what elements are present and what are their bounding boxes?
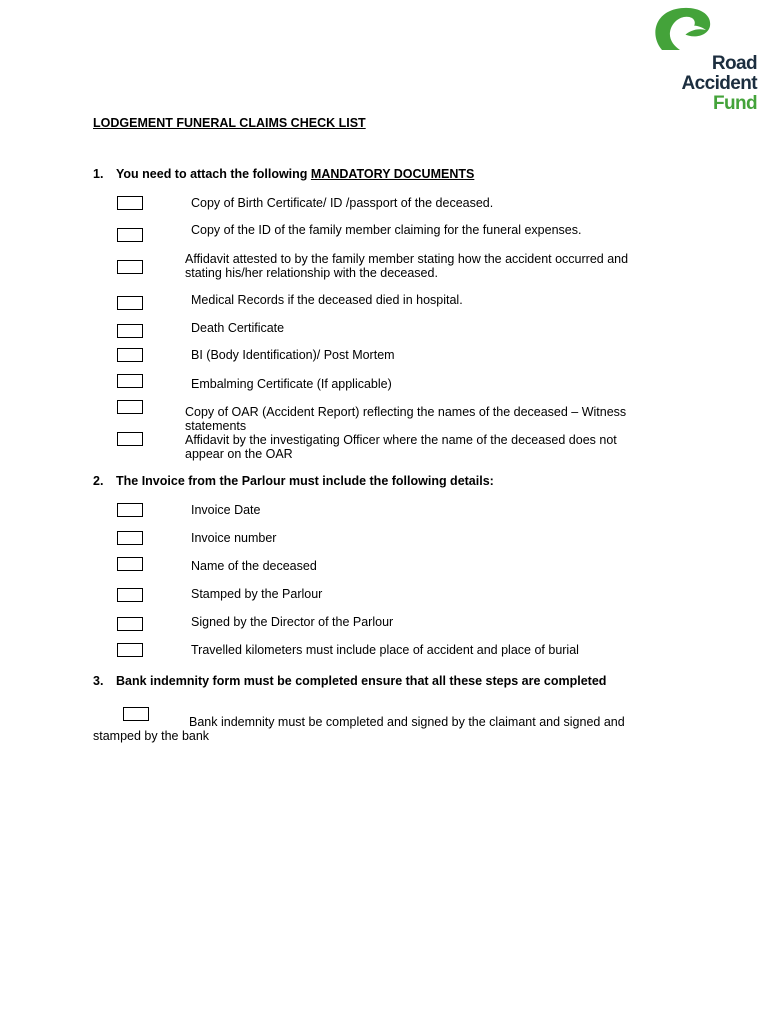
section-number: 2. — [93, 474, 104, 488]
section-number: 3. — [93, 674, 104, 688]
checkbox-name-of-deceased[interactable] — [117, 557, 143, 571]
logo-text-fund: Fund — [712, 93, 757, 114]
road-accident-fund-logo — [650, 6, 760, 114]
logo-swoosh-icon — [650, 6, 760, 56]
checkbox-travelled-kilometers[interactable] — [117, 643, 143, 657]
checkbox-family-member-id[interactable] — [117, 228, 143, 242]
checkbox-oar-copy[interactable] — [117, 400, 143, 414]
checkbox-invoice-date[interactable] — [117, 503, 143, 517]
checkbox-invoice-number[interactable] — [117, 531, 143, 545]
logo-text-accident: Accident — [681, 73, 757, 94]
section-text: Bank indemnity form must be completed ensure that all these steps are completed — [116, 674, 607, 688]
checklist-item: Embalming Certificate (If applicable) — [191, 377, 392, 391]
checklist-item: Copy of the ID of the family member claiming for the funeral expenses. — [191, 223, 582, 237]
section-3-heading — [93, 674, 606, 688]
section-number: 1. — [93, 167, 104, 181]
checklist-item: Signed by the Director of the Parlour — [191, 615, 394, 629]
checkbox-embalming-certificate[interactable] — [117, 374, 143, 388]
checkbox-death-certificate[interactable] — [117, 324, 143, 338]
section-1-heading — [93, 167, 474, 181]
section-emphasis: MANDATORY DOCUMENTS — [310, 167, 475, 181]
checkbox-stamped-by-parlour[interactable] — [117, 588, 143, 602]
checklist-item: Invoice Date — [191, 503, 261, 517]
logo-text-road: Road — [711, 53, 757, 74]
checklist-item: Name of the deceased — [191, 559, 317, 573]
checklist-item: Affidavit by the investigating Officer where the name of the deceased does not appear on the OAR — [185, 433, 617, 461]
checkbox-body-identification[interactable] — [117, 348, 143, 362]
checkbox-officer-affidavit[interactable] — [117, 432, 143, 446]
checklist-item: Medical Records if the deceased died in hospital. — [191, 293, 463, 307]
checklist-item: Copy of OAR (Accident Report) reflecting the names of the deceased – Witness statements — [185, 405, 627, 433]
checklist-item: Affidavit attested to by the family member stating how the accident occurred and stating his/her relationship with the deceased. — [185, 252, 629, 280]
checklist-item: BI (Body Identification)/ Post Mortem — [191, 348, 395, 362]
checklist-item: Travelled kilometers must include place of accident and place of burial — [191, 643, 579, 657]
checkbox-medical-records[interactable] — [117, 296, 143, 310]
checkbox-signed-by-director[interactable] — [117, 617, 143, 631]
checklist-item: Stamped by the Parlour — [191, 587, 323, 601]
section-text: You need to attach the following — [116, 167, 311, 181]
checklist-item: Invoice number — [191, 531, 277, 545]
page-title: LODGEMENT FUNERAL CLAIMS CHECK LIST — [93, 116, 366, 130]
section-text: The Invoice from the Parlour must include the following details: — [116, 474, 494, 488]
section-2-heading — [93, 474, 494, 488]
checklist-item: Copy of Birth Certificate/ ID /passport of the deceased. — [191, 196, 494, 210]
checklist-item: Bank indemnity must be completed and signed by the claimant and signed and stamped by the bank — [93, 715, 625, 743]
checkbox-affidavit-family[interactable] — [117, 260, 143, 274]
checklist-item: Death Certificate — [191, 321, 285, 335]
checkbox-birth-certificate[interactable] — [117, 196, 143, 210]
